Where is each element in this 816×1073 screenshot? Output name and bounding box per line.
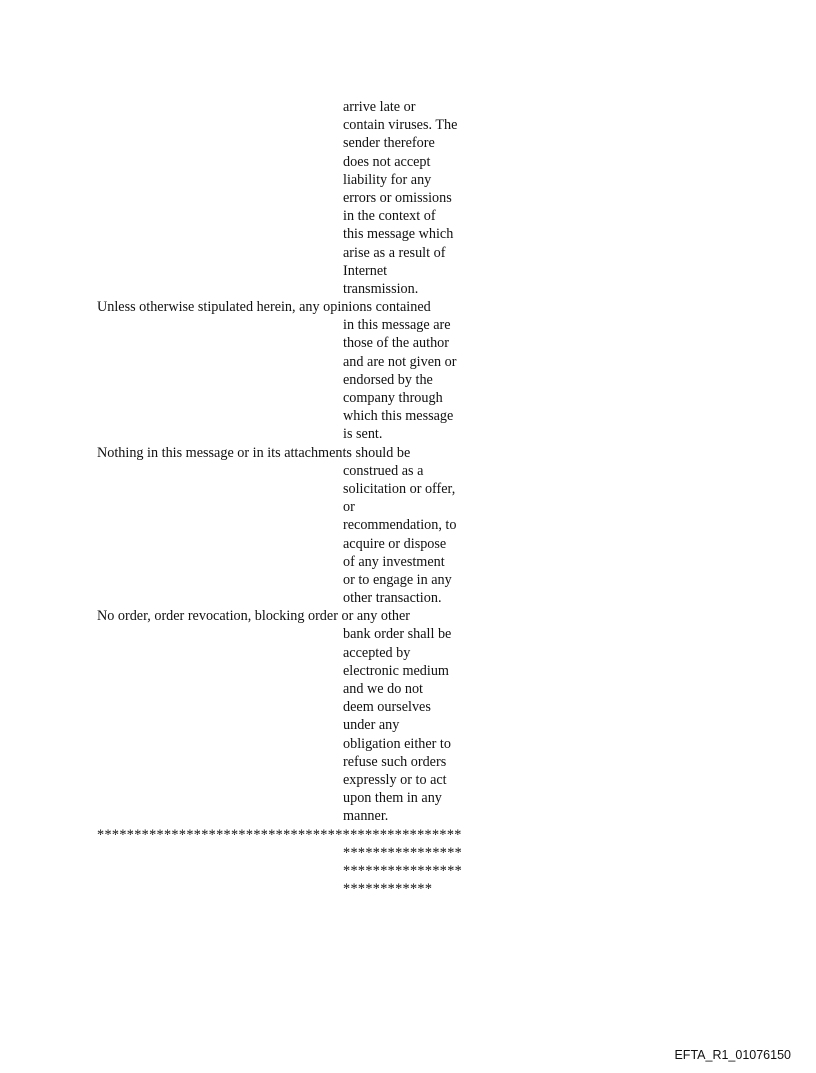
text-line: refuse such orders [343, 753, 447, 770]
document-id-stamp: EFTA_R1_01076150 [674, 1048, 791, 1062]
text-line: recommendation, to [343, 517, 457, 534]
text-line: other transaction. [343, 590, 442, 607]
text-line: Nothing in this message or in its attachments should be [97, 444, 411, 461]
text-line: in the context of [343, 208, 436, 225]
text-line: this message which [343, 226, 454, 243]
text-line: Internet [343, 262, 388, 279]
separator-line: ************************************************* [97, 826, 462, 843]
text-line: contain viruses. The [343, 117, 458, 134]
text-line: errors or omissions [343, 189, 452, 206]
text-line: arise as a result of [343, 244, 446, 261]
text-line: which this message [343, 408, 454, 425]
text-line: arrive late or [343, 99, 416, 115]
text-line: of any investment [343, 553, 445, 570]
text-line: accepted by [343, 644, 411, 661]
text-line: or [343, 499, 355, 516]
text-line: electronic medium [343, 662, 449, 679]
text-line: endorsed by the [343, 371, 433, 388]
text-line: in this message are [343, 317, 451, 334]
text-line: acquire or dispose [343, 535, 447, 552]
text-line: those of the author [343, 335, 449, 352]
text-line: liability for any [343, 171, 432, 188]
separator-line: ************ [343, 881, 433, 898]
text-line: manner. [343, 808, 389, 825]
text-line: construed as a [343, 462, 424, 479]
text-line: sender therefore [343, 135, 435, 152]
text-line: solicitation or offer, [343, 480, 456, 497]
text-line: does not accept [343, 153, 431, 170]
text-line: deem ourselves [343, 699, 431, 716]
text-line: expressly or to act [343, 771, 447, 788]
text-line: Unless otherwise stipulated herein, any opinions contained [97, 299, 431, 316]
email-disclaimer-text [0, 98, 816, 898]
text-line: upon them in any [343, 790, 442, 807]
text-line: company through [343, 390, 443, 406]
text-line: bank order shall be [343, 626, 452, 643]
text-line: No order, order revocation, blocking order or any other [97, 608, 411, 625]
separator-line: **************** [343, 862, 463, 879]
text-line: is sent. [343, 426, 383, 443]
text-line: and are not given or [343, 353, 457, 370]
text-line: under any [343, 717, 400, 734]
text-line: or to engage in any [343, 571, 452, 588]
text-line: transmission. [343, 280, 419, 297]
text-line: and we do not [343, 681, 423, 697]
text-line: obligation either to [343, 735, 451, 752]
separator-line: **************** [343, 844, 463, 861]
